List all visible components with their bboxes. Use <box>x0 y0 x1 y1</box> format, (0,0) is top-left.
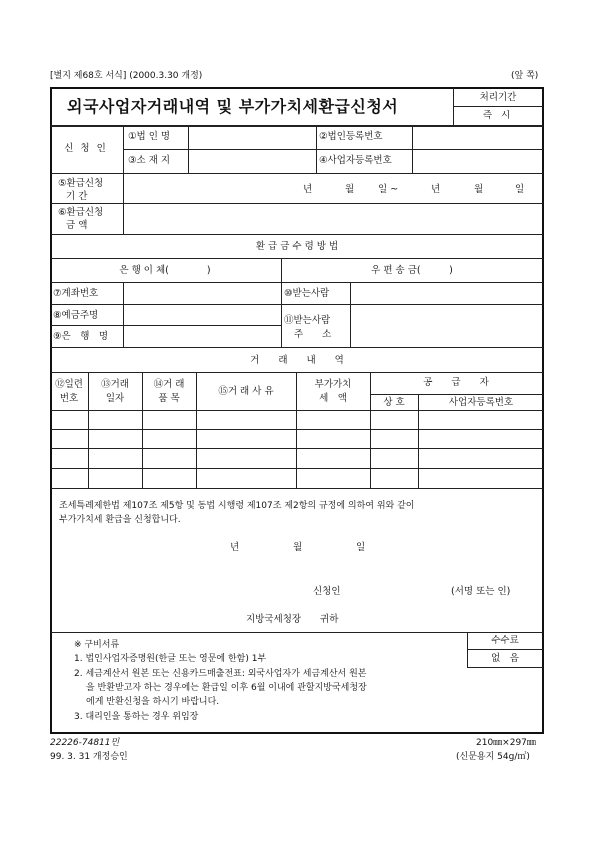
paper-type: (신문용지 54g/㎡) <box>456 752 530 762</box>
col-transaction-date-2: 일자 <box>105 393 125 404</box>
attachment-item-3: 3. 대리인을 통하는 경우 위임장 <box>74 712 199 722</box>
col-supplier: 공 급 자 <box>423 377 489 388</box>
attachment-item-2-line3: 에게 반환신청을 하시기 바랍니다. <box>86 697 220 707</box>
date-month: 월 <box>293 542 303 553</box>
transactions-heading: 거 래 내 역 <box>250 355 344 366</box>
account-no-label: ⑦계좌번호 <box>53 288 99 299</box>
form-code: 22226-74811민 <box>50 738 120 748</box>
period-to-month: 월 <box>474 184 484 195</box>
statement-text: 조세특례제한법 제107조 제5항 및 동법 시행령 제107조 제2항의 규정에 의하여 위와 같이 <box>59 501 415 511</box>
attachment-item-1: 1. 법인사업자증명원(한글 또는 영문에 한함) 1부 <box>74 654 267 664</box>
refund-amount-label-2: 금 액 <box>66 220 88 231</box>
refund-amount-label: ⑥환급신청 <box>58 207 104 218</box>
addressee: 지방국세청장 귀하 <box>246 614 339 625</box>
corp-reg-no-label: ②법인등록번호 <box>319 131 383 142</box>
fee-value: 없 음 <box>491 653 519 664</box>
col-transaction-item-2: 품 목 <box>158 393 180 404</box>
col-vat-amount-2: 세 액 <box>319 393 347 404</box>
fee-label: 수수료 <box>491 635 519 646</box>
signatory-label: 신청인 <box>313 586 341 597</box>
period-from-day: 일 ~ <box>378 184 399 195</box>
biz-reg-no-label: ④사업자등록번호 <box>319 155 392 166</box>
recipient-address-label: ⑪받는사람 <box>284 315 331 326</box>
col-transaction-date: ⑬거래 <box>101 379 129 390</box>
attachments-heading: ※ 구비서류 <box>74 640 120 650</box>
address-label: ③소 재 지 <box>128 155 171 166</box>
signature-note: (서명 또는 인) <box>451 586 511 597</box>
postal-remittance-option: 우 편 송 금( ) <box>371 265 453 276</box>
table-row <box>51 468 543 469</box>
refund-period-label-2: 기 간 <box>66 191 88 202</box>
bank-name-label: ⑨은 행 명 <box>53 331 109 342</box>
attachment-item-2-line2: 을 반환받고자 하는 경우에는 환급일 이후 6월 이내에 관할지방국세청장 <box>86 683 367 693</box>
col-supplier-biz-no: 사업자등록번호 <box>448 397 514 408</box>
table-row <box>51 448 543 449</box>
bank-transfer-option: 은 행 이 체( ) <box>119 265 211 276</box>
period-to-year: 년 <box>431 184 441 195</box>
refund-period-label: ⑤환급신청 <box>58 178 104 189</box>
period-from-month: 월 <box>345 184 355 195</box>
date-day: 일 <box>356 542 366 553</box>
attachment-item-2: 2. 세금계산서 원본 또는 신용카드매출전표: 외국사업자가 세금계산서 원본 <box>74 669 367 679</box>
receipt-method-heading: 환 급 금 수 령 방 법 <box>255 241 339 252</box>
form-reference: [별지 제68호 서식] (2000.3.30 개정) <box>50 71 203 81</box>
date-year: 년 <box>230 542 240 553</box>
col-transaction-reason: ⑮거 래 사 유 <box>218 386 274 397</box>
recipient-address-label-2: 주 소 <box>294 329 332 340</box>
recipient-label: ⑩받는사람 <box>284 288 330 299</box>
paper-size: 210㎜×297㎜ <box>476 738 536 748</box>
col-serial-number: ⑫일련 <box>55 379 83 390</box>
applicant-label: 신 청 인 <box>64 143 108 154</box>
period-to-day: 일 <box>515 184 525 195</box>
processing-period-label: 처리기간 <box>479 92 517 103</box>
processing-period-value: 즉 시 <box>482 110 514 121</box>
col-trade-name: 상 호 <box>383 397 405 408</box>
col-transaction-item: ⑭거 래 <box>153 379 185 390</box>
statement-text-2: 부가가치세 환급을 신청합니다. <box>59 515 181 525</box>
page-side: (앞 쪽) <box>511 71 539 81</box>
corp-name-label: ①법 인 명 <box>128 131 171 142</box>
period-from-year: 년 <box>303 184 313 195</box>
col-serial-number-2: 번호 <box>59 393 79 404</box>
form-title: 외국사업자거래내역 및 부가가치세환급신청서 <box>67 97 399 116</box>
depositor-label: ⑧예금주명 <box>53 310 99 321</box>
table-row <box>51 429 543 430</box>
col-vat-amount: 부가가치 <box>314 379 352 390</box>
approval-note: 99. 3. 31 개정승인 <box>50 752 128 762</box>
